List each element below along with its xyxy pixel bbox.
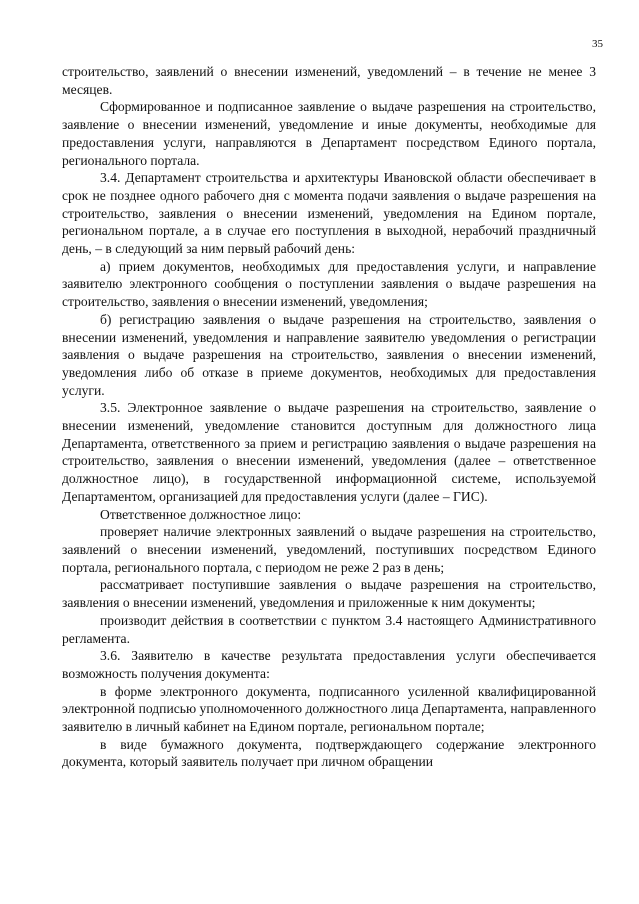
paragraph: в виде бумажного документа, подтверждающего содержание электронного документа, который заявитель получает при личном обращении xyxy=(62,736,596,770)
paragraph: проверяет наличие электронных заявлений о выдаче разрешения на строительство, заявлений о внесении изменений, уведомлений, поступивших посредством Единого портала, регионального портала, с периодом не реже 2 раз в день; xyxy=(62,524,596,575)
paragraph: строительство, заявлений о внесении изменений, уведомлений – в течение не менее 3 месяцев. xyxy=(62,64,596,97)
paragraph: 3.4. Департамент строительства и архитектуры Ивановской области обеспечивает в срок не позднее одного рабочего дня с момента подачи заявления о выдаче разрешения на строительство, заявления о внесении изменений, уведомления на Едином портале, региональном портале, а в случае его поступления в выходной, нерабочий праздничный день, – в следующий за ним первый рабочий день: xyxy=(62,170,596,257)
paragraph: Сформированное и подписанное заявление о выдаче разрешения на строительство, заявление о внесении изменений, уведомление и иные документы, необходимые для предоставления услуги, направляются в Департамент посредством Единого портала, регионального портала. xyxy=(62,99,596,168)
paragraph: 3.5. Электронное заявление о выдаче разрешения на строительство, заявление о внесении изменений, уведомление становится доступным для должностного лица Департамента, ответственного за прием и регистрацию заявления о выдаче разрешения на строительство, заявления о внесении изменений, уведомления (далее – ответственное должностное лицо), в государственной информационной системе, используемой Департаментом, организацией для предоставления услуги (далее – ГИС). xyxy=(62,400,596,504)
paragraph: а) прием документов, необходимых для предоставления услуги, и направление заявителю электронного сообщения о поступлении заявления о выдаче разрешения на строительство, заявления о внесении изменений, уведомления; xyxy=(62,258,596,310)
paragraph: б) регистрацию заявления о выдаче разрешения на строительство, заявления о внесении изменений, уведомления и направление заявителю уведомления о регистрации заявления о выдаче разрешения на строительство, заявления о внесении изменений, уведомления либо об отказе в приеме документов, необходимых для предоставления услуги. xyxy=(62,311,596,398)
paragraph: Ответственное должностное лицо: xyxy=(100,506,302,522)
paragraph: рассматривает поступившие заявления о выдаче разрешения на строительство, заявления о внесении изменений, уведомления и приложенные к ним документы; xyxy=(62,577,596,611)
paragraph: производит действия в соответствии с пунктом 3.4 настоящего Административного регламента. xyxy=(62,612,596,646)
paragraph: в форме электронного документа, подписанного усиленной квалифицированной электронной подписью уполномоченного должностного лица Департамента, направленного заявителю в личный кабинет на Едином портале, региональном портале; xyxy=(62,683,596,735)
document-body xyxy=(62,63,596,771)
page-number: 35 xyxy=(592,38,603,50)
paragraph: 3.6. Заявителю в качестве результата предоставления услуги обеспечивается возможность получения документа: xyxy=(62,648,596,681)
